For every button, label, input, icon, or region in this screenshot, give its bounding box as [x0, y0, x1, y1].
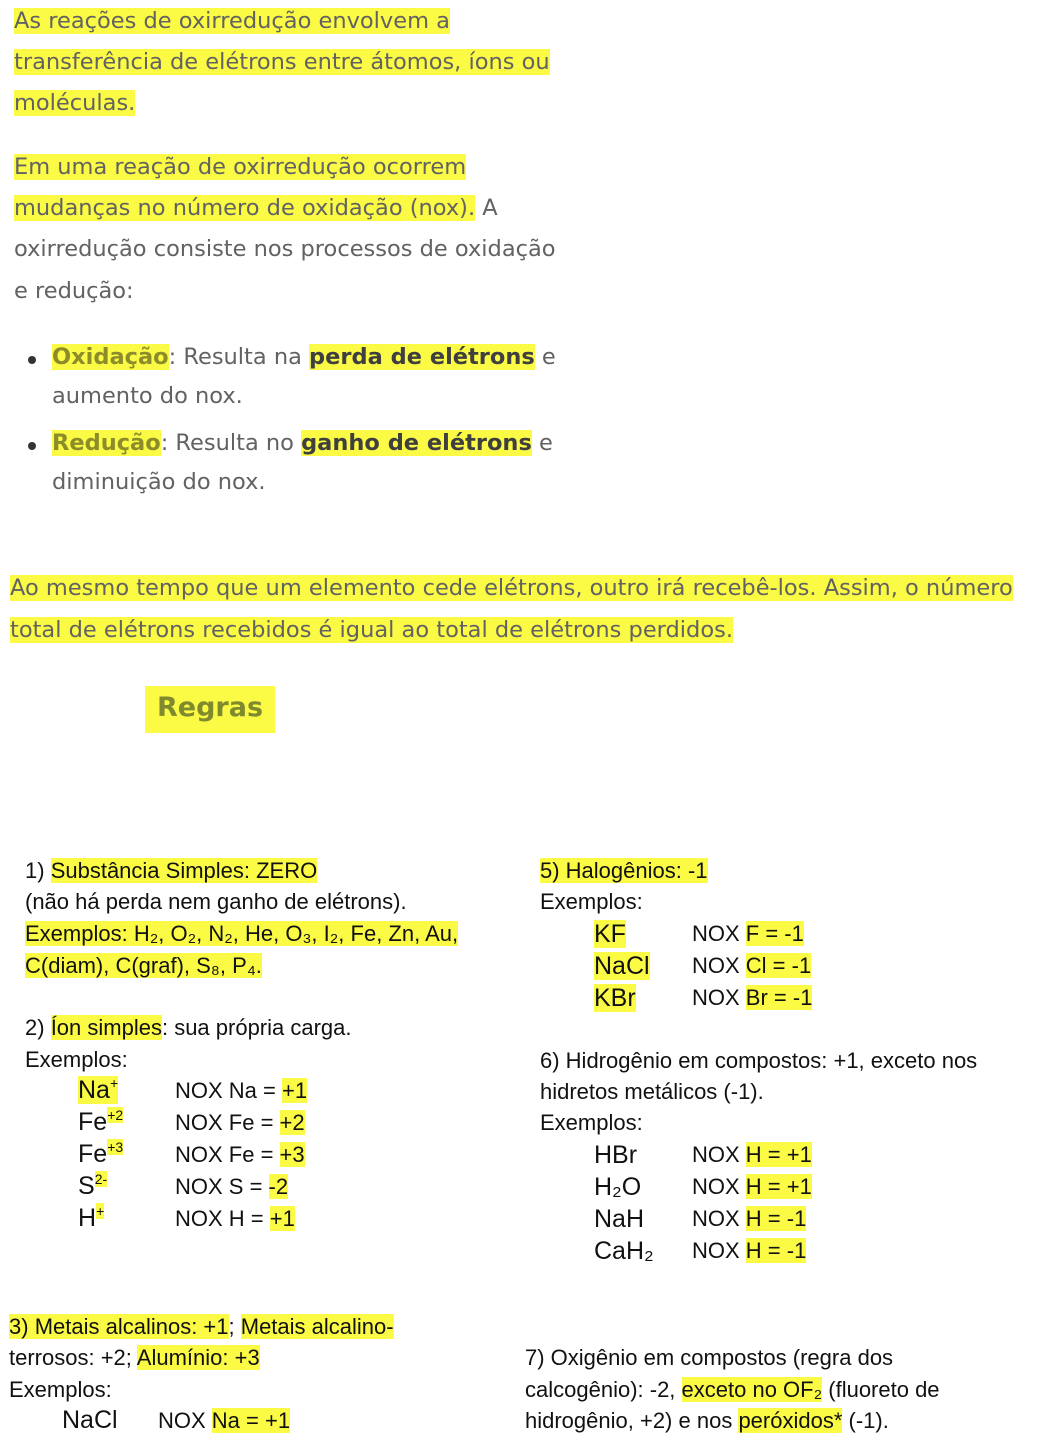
nox-row: NOX H = -1 [692, 1238, 807, 1263]
rule-3-line-2: terrosos: +2; Alumínio: +3 [9, 1345, 260, 1370]
nox-row: NOX F = -1 [692, 921, 804, 946]
compound-kf: KF [594, 920, 626, 948]
nox-row: NOX Na = +1 [175, 1078, 308, 1103]
intro-line-3: moléculas. [14, 90, 136, 116]
ion-na: Na+ [78, 1075, 119, 1104]
nox-para-line-1: Em uma reação de oxirredução ocorrem [14, 154, 467, 180]
rule-7-line-2: calcogênio): -2, exceto no OF₂ (fluoreto de [525, 1377, 940, 1402]
nox-row: NOX Cl = -1 [692, 953, 812, 978]
compound-cah2: CaH₂ [594, 1237, 654, 1265]
rule-3-title: 3) Metais alcalinos: +1; Metais alcalino- [9, 1314, 394, 1339]
bullet-oxidacao-line-2: aumento do nox. [52, 383, 243, 409]
bullet-dot [28, 356, 36, 364]
nox-para-line-3: oxirredução consiste nos processos de oxidação [14, 236, 556, 262]
rule-6-line-1: 6) Hidrogênio em compostos: +1, exceto nos [540, 1048, 978, 1073]
intro-line-2: transferência de elétrons entre átomos, íons ou [14, 49, 550, 75]
ion-h: H+ [78, 1203, 105, 1232]
compound-nacl: NaCl [594, 952, 650, 980]
nox-row: NOX Na = +1 [158, 1408, 291, 1433]
balance-line-2: total de elétrons recebidos é igual ao total de elétrons perdidos. [10, 617, 733, 643]
nox-row: NOX Br = -1 [692, 985, 813, 1010]
rule-6-line-2: hidretos metálicos (-1). [540, 1079, 764, 1104]
rule-6-examples-label: Exemplos: [540, 1110, 643, 1135]
rule-2-title: 2) Íon simples: sua própria carga. [25, 1015, 352, 1040]
ion-s: $S^{2-}$ [78, 1171, 108, 1200]
nox-row: NOX Fe = +3 [175, 1142, 305, 1167]
nox-para-line-2: mudanças no número de oxidação (nox). A [14, 195, 498, 221]
rule-7-line-1: 7) Oxigênio em compostos (regra dos [525, 1345, 894, 1370]
nox-row: NOX H = +1 [175, 1206, 295, 1231]
rule-7-line-3: hidrogênio, +2) e nos peróxidos* (-1). [525, 1408, 889, 1433]
compound-nah: NaH [594, 1205, 645, 1233]
bullet-dot [28, 442, 36, 450]
ion-fe-3: $Fe^{+3}$ [78, 1139, 124, 1168]
compound-kbr: KBr [594, 984, 636, 1012]
rule-1-note: (não há perda nem ganho de elétrons). [25, 889, 407, 914]
nox-row: NOX H = +1 [692, 1142, 812, 1167]
bullet-oxidacao: Oxidação: Resulta na perda de elétrons e [52, 344, 556, 370]
section-title: Regras [145, 686, 275, 733]
balance-line-1: Ao mesmo tempo que um elemento cede elétrons, outro irá recebê-los. Assim, o número [10, 575, 1013, 601]
nox-para-line-4: e redução: [14, 278, 134, 304]
intro-line-1: As reações de oxirredução envolvem a [14, 8, 450, 34]
compound-nacl: NaCl [62, 1406, 118, 1434]
nox-row: NOX Fe = +2 [175, 1110, 305, 1135]
ion-fe-2: $Fe^{+2}$ [78, 1107, 124, 1136]
nox-row: NOX S = -2 [175, 1174, 289, 1199]
rule-1-examples-line-1: Exemplos: H₂, O₂, N₂, He, O₃, I₂, Fe, Zn, Au, [25, 921, 459, 946]
bullet-reducao-line-2: diminuição do nox. [52, 469, 266, 495]
compound-h2o: H₂O [594, 1173, 642, 1201]
rule-5-examples-label: Exemplos: [540, 889, 643, 914]
rule-1-title: 1) Substância Simples: ZERO [25, 858, 318, 883]
compound-hbr: HBr [594, 1141, 638, 1169]
nox-row: NOX H = +1 [692, 1174, 812, 1199]
rule-1-examples-line-2: C(diam), C(graf), S₈, P₄. [25, 953, 262, 978]
rule-2-examples-label: Exemplos: [25, 1047, 128, 1072]
rule-5-title: 5) Halogênios: -1 [540, 858, 708, 883]
nox-row: NOX H = -1 [692, 1206, 807, 1231]
rule-3-examples-label: Exemplos: [9, 1377, 112, 1402]
bullet-reducao: Redução: Resulta no ganho de elétrons e [52, 430, 553, 456]
